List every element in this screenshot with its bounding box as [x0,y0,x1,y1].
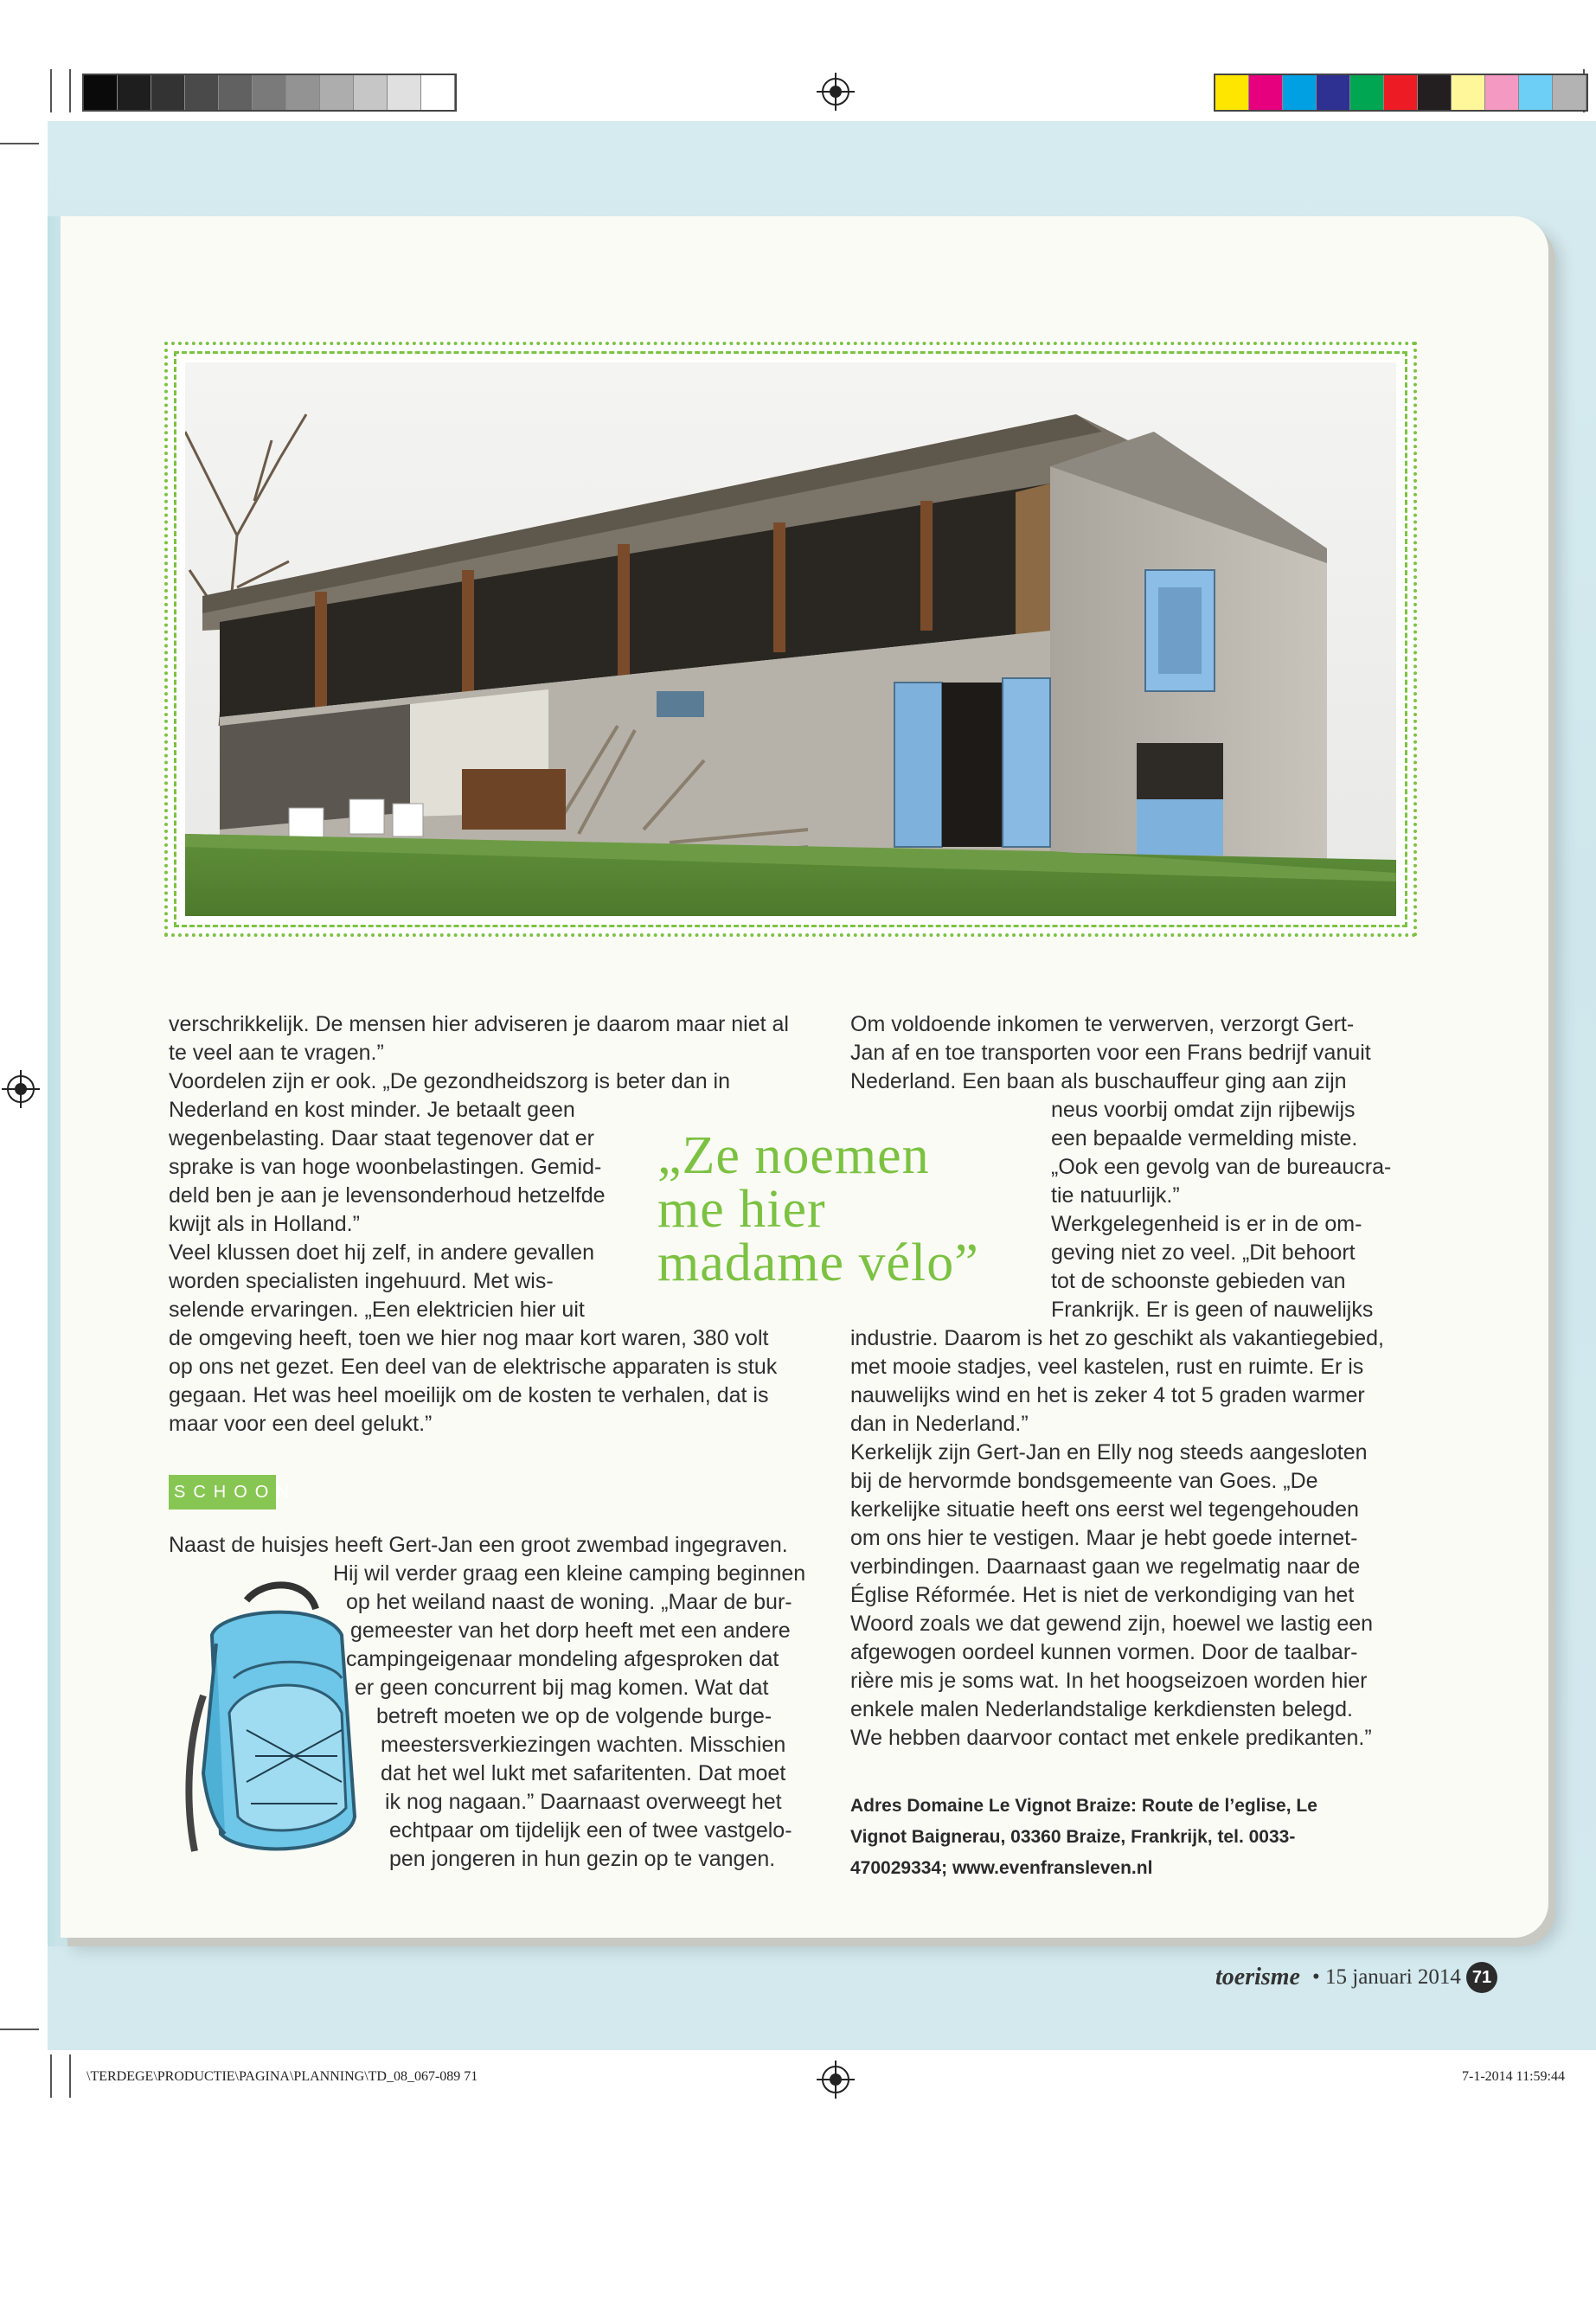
text-line: Om voldoende inkomen te verwerven, verzorgt Gert- [850,1012,1355,1036]
text-line: Frankrijk. Er is geen of nauwelijks [1051,1298,1374,1322]
text-line: geving niet zo veel. „Dit behoort [1051,1240,1356,1265]
right-column-text [850,1010,1391,1753]
text-line: verschrikkelijk. De mensen hier adviseren je daarom maar niet al [169,1012,789,1036]
text-line: Werkgelegenheid is er in de om- [1051,1212,1362,1236]
text-line: verbindingen. Daarnaast gaan we regelmatig naar de [850,1554,1361,1579]
text-line: rière mis je soms wat. In het hoogseizoen worden hier [850,1669,1368,1693]
photo-frame [164,342,1417,937]
pull-quote-line: „Ze noemen [657,1126,930,1185]
color-swatch [118,75,151,110]
color-swatch [1317,75,1350,110]
text-line: sprake is van hoge woonbelastingen. Gemid- [169,1155,602,1179]
text-line: dan in Nederland.” [850,1412,1029,1436]
magazine-brand: toerisme [1215,1964,1300,1990]
text-line: kwijt als in Holland.” [169,1212,360,1236]
color-swatch [84,75,118,110]
text-line: campingeigenaar mondeling afgesproken dat [346,1647,779,1671]
color-swatch [1283,75,1317,110]
grayscale-color-bar [82,74,457,112]
registration-mark-icon [822,2066,849,2093]
color-swatch [1553,75,1586,110]
address-line: 470029334; www.evenfransleven.nl [850,1858,1153,1878]
text-line: Hij wil verder graag een kleine camping beginnen [333,1561,806,1586]
pull-quote-line: madame vélo” [657,1234,979,1292]
text-line: op ons net gezet. Een deel van de elektrische apparaten is stuk [169,1355,778,1379]
text-line: Woord zoals we dat gewend zijn, hoewel we lastig een [850,1612,1374,1636]
text-line: bij de hervormde bondsgemeente van Goes. „De [850,1469,1318,1493]
text-line: dat het wel lukt met safaritenten. Dat moet [381,1761,786,1785]
text-line: kerkelijke situatie heeft ons eerst wel tegengehouden [850,1497,1359,1522]
text-line: een bepaalde vermelding miste. [1051,1126,1358,1150]
text-line: „Ook een gevolg van de bureaucra- [1051,1155,1392,1179]
color-swatch [421,75,455,110]
text-line: echtpaar om tijdelijk een of twee vastgelo- [389,1818,792,1843]
color-swatch [1452,75,1485,110]
color-swatch [185,75,219,110]
text-line: afgewogen oordeel kunnen vormen. Door de taalbar- [850,1640,1358,1664]
address-line: Vignot Baignerau, 03360 Braize, Frankrijk, tel. 0033- [850,1827,1296,1847]
text-line: gemeester van het dorp heeft met een andere [350,1618,791,1643]
crop-mark [50,69,52,112]
crop-mark [50,2054,52,2098]
process-color-bar [1214,74,1588,112]
text-line: Kerkelijk zijn Gert-Jan en Elly nog steeds aangesloten [850,1440,1368,1465]
print-slug-timestamp: 7-1-2014 11:59:44 [1462,2069,1565,2084]
text-line: op het weiland naast de woning. „Maar de bur- [346,1590,792,1614]
text-line: Église Réformée. Het is niet de verkondiging van het [850,1583,1355,1607]
text-line: Nederland en kost minder. Je betaalt geen [169,1098,575,1122]
print-slug-path: \TERDEGE\PRODUCTIE\PAGINA\PLANNING\TD_08_067-089 71 [87,2069,478,2084]
text-line: selende ervaringen. „Een elektricien hier uit [169,1298,585,1322]
section-label: SCHOON [169,1475,276,1509]
text-line: Veel klussen doet hij zelf, in andere gevallen [169,1240,594,1265]
page-number: 71 [1466,1962,1497,1993]
crop-mark [69,69,71,112]
color-swatch [1215,75,1249,110]
crop-mark [0,2029,39,2030]
color-swatch [354,75,388,110]
issue-date: • 15 januari 2014 [1312,1965,1461,1989]
color-swatch [151,75,185,110]
text-line: wegenbelasting. Daar staat tegenover dat er [169,1126,594,1150]
text-line: deld ben je aan je levensonderhoud hetzelfde [169,1183,606,1208]
text-line: worden specialisten ingehuurd. Met wis- [169,1269,554,1293]
text-line: maar voor een deel gelukt.” [169,1412,433,1436]
color-swatch [286,75,320,110]
color-swatch [1350,75,1384,110]
color-swatch [253,75,286,110]
text-line: Jan af en toe transporten voor een Frans bedrijf vanuit [850,1041,1371,1065]
text-line: betreft moeten we op de volgende burge- [376,1704,772,1728]
text-line: nauwelijks wind en het is zeker 4 tot 5 graden warmer [850,1383,1365,1407]
text-line: ik nog nagaan.” Daarnaast overweegt het [385,1790,782,1814]
pull-quote-line: me hier [657,1180,826,1239]
text-line: de omgeving heeft, toen we hier nog maar kort waren, 380 volt [169,1326,769,1350]
text-line: tie natuurlijk.” [1051,1183,1180,1208]
color-swatch [320,75,354,110]
color-swatch [1418,75,1452,110]
registration-mark-icon [7,1075,35,1103]
color-swatch [1519,75,1553,110]
text-line: meestersverkiezingen wachten. Misschien [381,1733,786,1757]
crop-mark [69,2054,71,2098]
address-line: Adres Domaine Le Vignot Braize: Route de l’eglise, Le [850,1796,1317,1816]
text-line: neus voorbij omdat zijn rijbewijs [1051,1098,1356,1122]
text-line: met mooie stadjes, veel kastelen, rust en ruimte. Er is [850,1355,1364,1379]
text-line: er geen concurrent bij mag komen. Wat dat [355,1676,769,1700]
color-swatch [388,75,421,110]
crop-mark [0,143,39,144]
address-block [850,1791,1317,1884]
text-line: te veel aan te vragen.” [169,1041,384,1065]
text-line: Voordelen zijn er ook. „De gezondheidszorg is beter dan in [169,1069,731,1093]
text-line: Naast de huisjes heeft Gert-Jan een groot zwembad ingegraven. [169,1533,788,1557]
text-line: tot de schoonste gebieden van [1051,1269,1346,1293]
barn-photo [185,362,1396,916]
color-swatch [219,75,253,110]
text-line: We hebben daarvoor contact met enkele predikanten.” [850,1726,1372,1750]
color-swatch [1485,75,1519,110]
registration-mark-icon [822,78,849,106]
text-line: om ons hier te vestigen. Maar je hebt goede internet- [850,1526,1358,1550]
backpack-illustration [169,1574,368,1864]
text-line: pen jongeren in hun gezin op te vangen. [389,1847,776,1871]
color-swatch [1384,75,1418,110]
text-line: Nederland. Een baan als buschauffeur ging aan zijn [850,1069,1347,1093]
text-line: enkele malen Nederlandstalige kerkdiensten belegd. [850,1697,1353,1721]
color-swatch [1249,75,1283,110]
text-line: industrie. Daarom is het zo geschikt als vakantiegebied, [850,1326,1384,1350]
text-line: gegaan. Het was heel moeilijk om de kosten te verhalen, dat is [169,1383,769,1407]
